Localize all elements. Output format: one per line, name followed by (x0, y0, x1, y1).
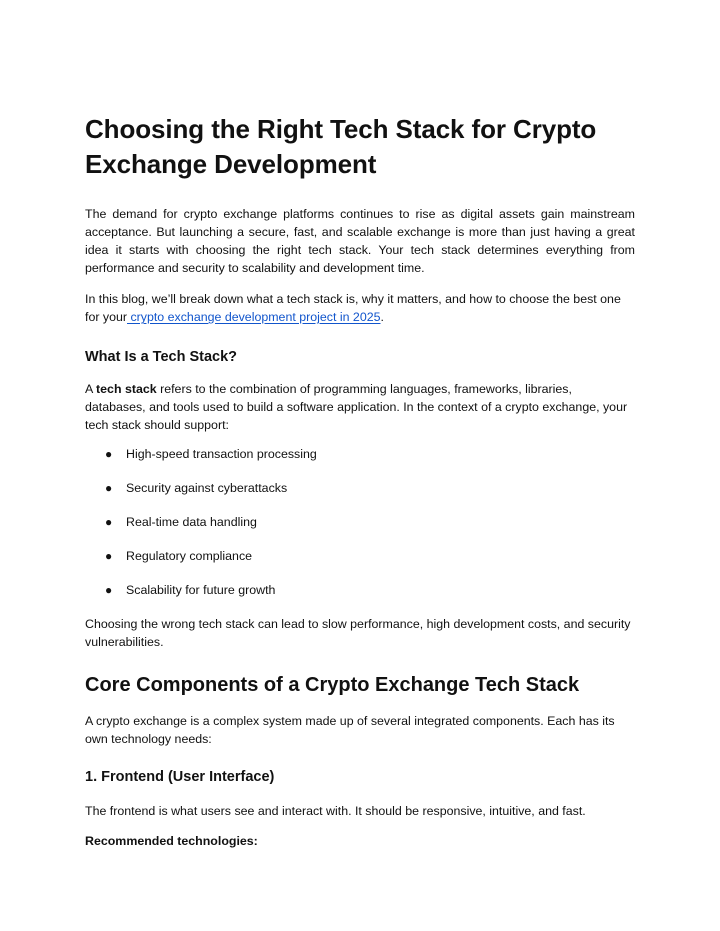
list-item-text: Real-time data handling (126, 515, 257, 529)
list-item (85, 547, 635, 565)
list-item (85, 479, 635, 497)
bullet-icon: ● (105, 447, 113, 461)
list-item-text: Regulatory compliance (126, 549, 253, 563)
overview-text: In this blog, we’ll break down what a tech stack is, why it matters, and how to choose the best one for your (85, 292, 621, 324)
bullet-icon: ● (105, 481, 113, 495)
blog-overview-paragraph (85, 290, 635, 326)
bullet-icon: ● (105, 549, 113, 563)
frontend-paragraph: The frontend is what users see and interact with. It should be responsive, intuitive, and fast. (85, 804, 586, 818)
definition-body: refers to the combination of programming languages, frameworks, libraries, databases, and tools used to build a software application. In the context of a crypto exchange, your tech stack should support: (85, 382, 628, 432)
heading-what-is-tech-stack: What Is a Tech Stack? (85, 349, 238, 365)
document-page (85, 112, 635, 850)
bullet-icon: ● (105, 583, 113, 597)
definition-prefix: A (85, 382, 97, 396)
core-components-paragraph: A crypto exchange is a complex system made up of several integrated components. Each has its own technology needs: (85, 714, 615, 746)
heading-core-components: Core Components of a Crypto Exchange Tech Stack (85, 674, 580, 696)
definition-term: tech stack (96, 382, 157, 396)
list-item-text: Scalability for future growth (126, 583, 276, 597)
overview-period: . (380, 310, 384, 324)
list-item (85, 513, 635, 531)
document-title: Choosing the Right Tech Stack for Crypto Exchange Development (85, 114, 597, 179)
list-item-text: High-speed transaction processing (126, 447, 317, 461)
heading-frontend: 1. Frontend (User Interface) (85, 769, 275, 785)
list-item (85, 581, 635, 599)
list-item-text: Security against cyberattacks (126, 481, 288, 495)
tech-stack-definition (85, 380, 635, 434)
intro-paragraph: The demand for crypto exchange platforms continues to rise as digital assets gain mainstream acceptance. But launching a secure, fast, and scalable exchange is more than just having a great idea it starts with choosing the right tech stack. Your tech stack determines everything from performance and security to scalability and development time. (85, 207, 635, 275)
wrong-stack-paragraph: Choosing the wrong tech stack can lead to slow performance, high development costs, and security vulnerabilities. (85, 617, 631, 649)
bullet-icon: ● (105, 515, 113, 529)
recommended-technologies-label: Recommended technologies: (85, 834, 258, 848)
tech-stack-requirements-list (85, 445, 635, 599)
crypto-exchange-development-link[interactable]: crypto exchange development project in 2025 (127, 310, 381, 324)
list-item (85, 445, 635, 463)
